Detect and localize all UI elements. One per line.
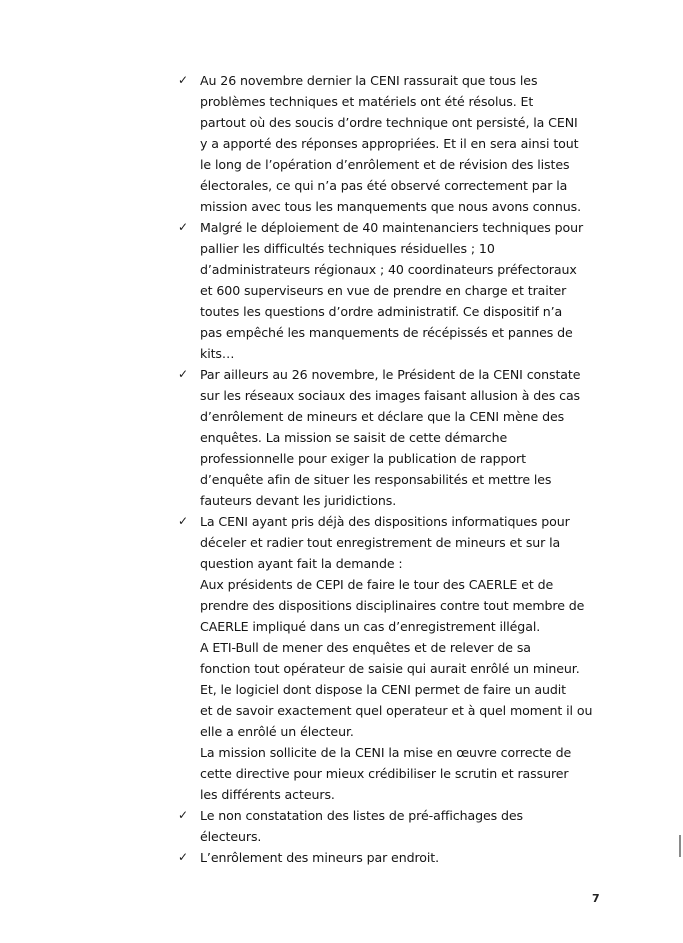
text-line: La CENI ayant pris déjà des dispositions informatiques pour (200, 514, 570, 529)
text-line: pas empêché les manquements de récépissés et pannes de (200, 325, 573, 340)
checkmark-icon: ✓ (178, 367, 189, 381)
text-line: kits… (200, 346, 235, 361)
text-line: CAERLE impliqué dans un cas d’enregistrement illégal. (200, 619, 541, 634)
text-line: professionnelle pour exiger la publication de rapport (200, 451, 526, 466)
text-line: les différents acteurs. (200, 787, 335, 802)
text-line: toutes les questions d’ordre administratif. Ce dispositif n’a (200, 304, 563, 319)
text-line: problèmes techniques et matériels ont été résolus. Et (200, 94, 534, 109)
text-line: pallier les difficultés techniques résiduelles ; 10 (200, 241, 495, 256)
text-line: enquêtes. La mission se saisit de cette démarche (200, 430, 508, 445)
bullet-text (200, 364, 618, 511)
checkmark-icon: ✓ (178, 808, 189, 822)
bullet-text (200, 805, 618, 847)
text-line: La mission sollicite de la CENI la mise en œuvre correcte de (200, 745, 572, 760)
text-line: Par ailleurs au 26 novembre, le Président de la CENI constate (200, 367, 581, 382)
text-line: sur les réseaux sociaux des images faisant allusion à des cas (200, 388, 581, 403)
text-line: Et, le logiciel dont dispose la CENI permet de faire un audit (200, 682, 567, 697)
bullet-list (178, 70, 618, 868)
text-line: et de savoir exactement quel operateur et à quel moment il ou (200, 703, 593, 718)
text-line: électeurs. (200, 829, 262, 844)
bullet-item (178, 805, 618, 847)
bullet-item (178, 70, 618, 217)
text-line: d’enrôlement de mineurs et déclare que la CENI mène des (200, 409, 565, 424)
text-line: cette directive pour mieux crédibiliser le scrutin et rassurer (200, 766, 569, 781)
text-line: d’administrateurs régionaux ; 40 coordinateurs préfectoraux (200, 262, 577, 277)
bullet-item (178, 217, 618, 364)
checkmark-icon: ✓ (178, 220, 189, 234)
checkmark-icon: ✓ (178, 850, 189, 864)
text-line: déceler et radier tout enregistrement de mineurs et sur la (200, 535, 561, 550)
page-number: 7 (592, 892, 600, 905)
text-line: Au 26 novembre dernier la CENI rassurait que tous les (200, 73, 538, 88)
bullet-text (200, 847, 618, 868)
bullet-item (178, 847, 618, 868)
text-line: Aux présidents de CEPI de faire le tour des CAERLE et de (200, 577, 554, 592)
text-line: A ETI-Bull de mener des enquêtes et de relever de sa (200, 640, 531, 655)
text-line: fonction tout opérateur de saisie qui aurait enrôlé un mineur. (200, 661, 580, 676)
text-line: mission avec tous les manquements que nous avons connus. (200, 199, 582, 214)
text-line: prendre des dispositions disciplinaires contre tout membre de (200, 598, 585, 613)
bullet-text (200, 217, 618, 364)
text-line: fauteurs devant les juridictions. (200, 493, 397, 508)
text-line: d’enquête afin de situer les responsabilités et mettre les (200, 472, 552, 487)
checkmark-icon: ✓ (178, 514, 189, 528)
text-line: y a apporté des réponses appropriées. Et il en sera ainsi tout (200, 136, 579, 151)
scan-edge-mark (679, 835, 681, 857)
text-line: partout où des soucis d’ordre technique ont persisté, la CENI (200, 115, 578, 130)
text-line: question ayant fait la demande : (200, 556, 403, 571)
text-line: L’enrôlement des mineurs par endroit. (200, 850, 440, 865)
text-line: et 600 superviseurs en vue de prendre en charge et traiter (200, 283, 567, 298)
checkmark-icon: ✓ (178, 73, 189, 87)
bullet-text (200, 511, 618, 805)
text-line: Le non constatation des listes de pré-affichages des (200, 808, 523, 823)
text-line: le long de l’opération d’enrôlement et de révision des listes (200, 157, 570, 172)
bullet-item (178, 364, 618, 511)
text-line: elle a enrôlé un électeur. (200, 724, 354, 739)
bullet-text (200, 70, 618, 217)
bullet-item (178, 511, 618, 805)
text-line: Malgré le déploiement de 40 maintenanciers techniques pour (200, 220, 584, 235)
text-line: électorales, ce qui n’a pas été observé correctement par la (200, 178, 568, 193)
